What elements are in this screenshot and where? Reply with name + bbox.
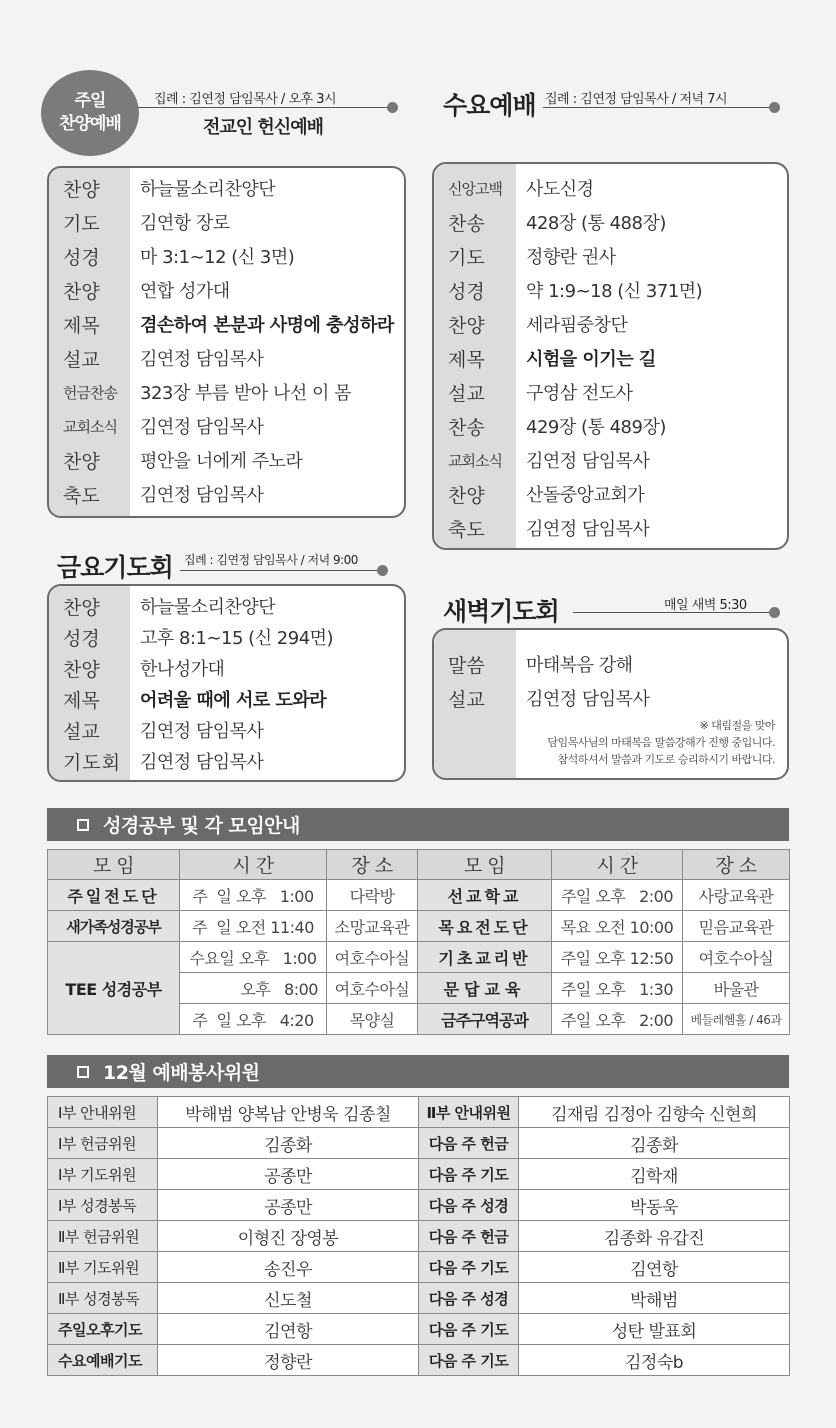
meeting-time: 주 일 오후 1:00 — [180, 880, 327, 911]
table-row — [48, 911, 790, 942]
item-label: 축도 — [448, 518, 485, 541]
sermon-title: 겸손하여 본분과 사명에 충성하라 — [140, 315, 394, 336]
meeting-name: 금주구역공과 — [418, 1004, 552, 1035]
meeting-name: 기초교리반 — [418, 942, 552, 973]
dawn-order-box — [432, 628, 789, 780]
sunday-officiant: 집례 : 김연정 담임목사 / 오후 3시 — [154, 92, 337, 107]
item-label: 성경 — [63, 627, 100, 650]
friday-row — [49, 651, 404, 685]
meeting-place: 베들레헴홀 / 46과 — [683, 1004, 790, 1035]
note-line: ※ 대림절을 맞아 — [699, 719, 775, 732]
friday-rule — [180, 570, 382, 571]
role-cell: 다음 주 기도 — [419, 1252, 519, 1283]
item-label: 설교 — [448, 382, 485, 405]
sunday-rule — [138, 107, 392, 108]
servants-bar — [47, 1055, 789, 1088]
meeting-place: 여호수아실 — [327, 973, 418, 1004]
item-label: 찬송 — [448, 416, 485, 439]
item-value: 사도신경 — [526, 179, 594, 200]
role-cell: Ⅱ부 헌금위원 — [48, 1221, 158, 1252]
servants-title: 12월 예배봉사위원 — [103, 1062, 260, 1084]
item-value: 김연정 담임목사 — [526, 689, 650, 710]
role-cell: Ⅰ부 안내위원 — [48, 1097, 158, 1128]
table-row — [48, 1221, 790, 1252]
dawn-row — [434, 681, 787, 715]
role-cell: 다음 주 헌금 — [419, 1128, 519, 1159]
wednesday-row — [434, 477, 787, 511]
friday-title: 금요기도회 — [57, 553, 173, 582]
friday-row — [49, 589, 404, 623]
column-header: 시 간 — [180, 850, 327, 880]
item-label: 찬양 — [448, 314, 485, 337]
table-row — [48, 1159, 790, 1190]
sunday-row — [49, 409, 404, 443]
table-row — [48, 1190, 790, 1221]
item-value: 평안을 너에게 주노라 — [140, 451, 303, 472]
item-value: 김연정 담임목사 — [140, 417, 264, 438]
meeting-name: 주일전도단 — [48, 880, 180, 911]
wednesday-order-box — [432, 162, 789, 550]
wednesday-row — [434, 375, 787, 409]
names-cell: 박동욱 — [519, 1190, 790, 1221]
wednesday-row — [434, 171, 787, 205]
note-line: 참석하셔서 말씀과 기도로 승리하시기 바랍니다. — [557, 753, 775, 766]
item-label: 기도회 — [63, 751, 122, 774]
role-cell: 다음 주 기도 — [419, 1314, 519, 1345]
item-label: 찬양 — [63, 178, 100, 201]
names-cell: 김종화 — [519, 1128, 790, 1159]
item-value: 약 1:9∼18 (신 371면) — [526, 281, 703, 302]
wednesday-row — [434, 511, 787, 545]
meeting-time: 목요 오전 10:00 — [552, 911, 683, 942]
role-cell: Ⅰ부 기도위원 — [48, 1159, 158, 1190]
names-cell: 박해범 양복남 안병욱 김종칠 — [158, 1097, 419, 1128]
item-value: 연합 성가대 — [140, 281, 230, 302]
role-cell: Ⅰ부 헌금위원 — [48, 1128, 158, 1159]
wednesday-title: 수요예배 — [443, 91, 536, 120]
role-cell: 다음 주 기도 — [419, 1345, 519, 1376]
names-cell: 공종만 — [158, 1159, 419, 1190]
role-cell: 다음 주 헌금 — [419, 1221, 519, 1252]
meeting-name: TEE 성경공부 — [48, 942, 180, 1035]
role-cell: 수요예배기도 — [48, 1345, 158, 1376]
wednesday-rule — [543, 107, 774, 108]
item-label: 성경 — [63, 246, 100, 269]
item-label: 말씀 — [448, 654, 485, 677]
item-value: 김연항 장로 — [140, 213, 230, 234]
role-cell: Ⅱ부 성경봉독 — [48, 1283, 158, 1314]
wednesday-row — [434, 273, 787, 307]
names-cell: 김연항 — [158, 1314, 419, 1345]
wednesday-officiant: 집례 : 김연정 담임목사 / 저녁 7시 — [545, 92, 728, 107]
sunday-badge — [41, 70, 139, 156]
badge-line1: 주일 — [74, 91, 106, 111]
checkbox-square-icon — [77, 819, 89, 831]
item-value: 김연정 담임목사 — [140, 349, 264, 370]
meeting-place: 바울관 — [683, 973, 790, 1004]
meeting-time: 주일 오후 1:30 — [552, 973, 683, 1004]
meetings-title: 성경공부 및 각 모임안내 — [103, 815, 300, 837]
table-row — [48, 1314, 790, 1345]
role-cell: 주일오후기도 — [48, 1314, 158, 1345]
meeting-name: 문답교육 — [418, 973, 552, 1004]
meeting-time: 주일 오후 2:00 — [552, 1004, 683, 1035]
wednesday-row — [434, 341, 787, 375]
sunday-row — [49, 171, 404, 205]
item-label: 기도 — [63, 212, 100, 235]
role-cell: 다음 주 기도 — [419, 1159, 519, 1190]
meeting-time: 오후 8:00 — [180, 973, 327, 1004]
item-label: 제목 — [448, 348, 485, 371]
item-label: 찬양 — [63, 658, 100, 681]
servants-body — [48, 1097, 790, 1376]
item-value: 고후 8:1∼15 (신 294면) — [140, 628, 334, 649]
meeting-name: 목요전도단 — [418, 911, 552, 942]
sunday-order-box — [47, 166, 406, 518]
meeting-place: 목양실 — [327, 1004, 418, 1035]
meeting-time: 주일 오후 12:50 — [552, 942, 683, 973]
table-row — [48, 1097, 790, 1128]
dawn-time: 매일 새벽 5:30 — [664, 598, 747, 613]
names-cell: 김연항 — [519, 1252, 790, 1283]
friday-row — [49, 744, 404, 778]
table-row — [48, 880, 790, 911]
sunday-row — [49, 273, 404, 307]
names-cell: 신도철 — [158, 1283, 419, 1314]
wednesday-rule-dot — [769, 102, 780, 113]
item-label: 축도 — [63, 484, 100, 507]
sermon-title: 어려울 때에 서로 도와라 — [140, 690, 327, 711]
item-value: 429장 (통 489장) — [526, 417, 666, 438]
names-cell: 박해범 — [519, 1283, 790, 1314]
item-label: 찬양 — [448, 484, 485, 507]
names-cell: 이형진 장영봉 — [158, 1221, 419, 1252]
table-row — [48, 942, 790, 973]
sermon-title: 시험을 이기는 길 — [526, 349, 656, 370]
friday-officiant: 집례 : 김연정 담임목사 / 저녁 9:00 — [184, 553, 358, 567]
dawn-note — [547, 717, 775, 768]
names-cell: 김재림 김정아 김향숙 신현희 — [519, 1097, 790, 1128]
item-label: 신앙고백 — [448, 179, 502, 198]
meeting-place: 믿음교육관 — [683, 911, 790, 942]
item-value: 323장 부름 받아 나선 이 몸 — [140, 383, 351, 404]
column-header: 장 소 — [683, 850, 790, 880]
item-value: 한나성가대 — [140, 659, 225, 680]
item-value: 하늘물소리찬양단 — [140, 597, 276, 618]
names-cell: 공종만 — [158, 1190, 419, 1221]
meeting-time: 주 일 오후 4:20 — [180, 1004, 327, 1035]
table-row — [48, 1283, 790, 1314]
wednesday-row — [434, 409, 787, 443]
wednesday-row — [434, 205, 787, 239]
table-row — [48, 1128, 790, 1159]
meeting-place: 소망교육관 — [327, 911, 418, 942]
column-header: 장 소 — [327, 850, 418, 880]
meeting-time: 주 일 오전 11:40 — [180, 911, 327, 942]
item-label: 성경 — [448, 280, 485, 303]
item-label: 찬양 — [63, 280, 100, 303]
meeting-name: 새가족성경공부 — [48, 911, 180, 942]
column-header: 모 임 — [418, 850, 552, 880]
item-label: 교회소식 — [63, 417, 117, 436]
names-cell: 김종화 — [158, 1128, 419, 1159]
note-line: 담임목사님의 마태복음 말씀강해가 진행 중입니다. — [547, 736, 775, 749]
sunday-subtitle: 전교인 헌신예배 — [203, 117, 323, 138]
friday-row — [49, 713, 404, 747]
column-header: 시 간 — [552, 850, 683, 880]
friday-rule-dot — [377, 565, 388, 576]
sunday-row — [49, 477, 404, 511]
item-value: 마 3:1∼12 (신 3면) — [140, 247, 295, 268]
item-value: 김연정 담임목사 — [526, 519, 650, 540]
item-label: 헌금찬송 — [63, 383, 117, 402]
names-cell: 정향란 — [158, 1345, 419, 1376]
meeting-place: 여호수아실 — [683, 942, 790, 973]
meeting-place: 사랑교육관 — [683, 880, 790, 911]
item-label: 교회소식 — [448, 451, 502, 470]
dawn-row — [434, 647, 787, 681]
meeting-place: 여호수아실 — [327, 942, 418, 973]
item-value: 세라핌중창단 — [526, 315, 628, 336]
role-cell: 다음 주 성경 — [419, 1190, 519, 1221]
wednesday-row — [434, 307, 787, 341]
sunday-row — [49, 375, 404, 409]
dawn-rule-dot — [769, 607, 780, 618]
item-value: 하늘물소리찬양단 — [140, 179, 276, 200]
item-value: 구영삼 전도사 — [526, 383, 633, 404]
item-label: 찬양 — [63, 450, 100, 473]
item-label: 찬양 — [63, 596, 100, 619]
names-cell: 송진우 — [158, 1252, 419, 1283]
sunday-rule-dot — [387, 102, 398, 113]
dawn-title: 새벽기도회 — [443, 597, 559, 626]
item-label: 설교 — [63, 720, 100, 743]
column-header: 모 임 — [48, 850, 180, 880]
wednesday-row — [434, 239, 787, 273]
item-label: 찬송 — [448, 212, 485, 235]
meeting-time: 주일 오후 2:00 — [552, 880, 683, 911]
role-cell: 다음 주 성경 — [419, 1283, 519, 1314]
badge-line2: 찬양예배 — [59, 114, 121, 134]
item-value: 김연정 담임목사 — [140, 485, 264, 506]
item-label: 설교 — [448, 688, 485, 711]
item-value: 김연정 담임목사 — [140, 752, 264, 773]
role-cell: Ⅰ부 성경봉독 — [48, 1190, 158, 1221]
names-cell: 김종화 유갑진 — [519, 1221, 790, 1252]
names-cell: 김학재 — [519, 1159, 790, 1190]
role-cell: Ⅱ부 안내위원 — [419, 1097, 519, 1128]
table-row — [48, 1345, 790, 1376]
item-label: 설교 — [63, 348, 100, 371]
sunday-row — [49, 443, 404, 477]
sunday-row — [49, 307, 404, 341]
item-value: 김연정 담임목사 — [140, 721, 264, 742]
table-header-row — [48, 850, 790, 880]
item-value: 428장 (통 488장) — [526, 213, 666, 234]
meetings-bar — [47, 808, 789, 841]
meeting-place: 다락방 — [327, 880, 418, 911]
friday-row — [49, 682, 404, 716]
item-value: 산돌중앙교회가 — [526, 485, 645, 506]
friday-order-box — [47, 584, 406, 782]
sunday-row — [49, 205, 404, 239]
item-value: 정향란 권사 — [526, 247, 616, 268]
item-label: 제목 — [63, 314, 100, 337]
servants-table — [47, 1096, 790, 1376]
meeting-name: 선교학교 — [418, 880, 552, 911]
checkbox-square-icon — [77, 1066, 89, 1078]
meeting-time: 수요일 오후 1:00 — [180, 942, 327, 973]
item-label: 기도 — [448, 246, 485, 269]
sunday-row — [49, 239, 404, 273]
role-cell: Ⅱ부 기도위원 — [48, 1252, 158, 1283]
names-cell: 김정숙b — [519, 1345, 790, 1376]
item-value: 마태복음 강해 — [526, 655, 633, 676]
item-label: 제목 — [63, 689, 100, 712]
names-cell: 성탄 발표회 — [519, 1314, 790, 1345]
wednesday-row — [434, 443, 787, 477]
item-value: 김연정 담임목사 — [526, 451, 650, 472]
friday-row — [49, 620, 404, 654]
meetings-table — [47, 849, 790, 1035]
table-row — [48, 1252, 790, 1283]
sunday-row — [49, 341, 404, 375]
